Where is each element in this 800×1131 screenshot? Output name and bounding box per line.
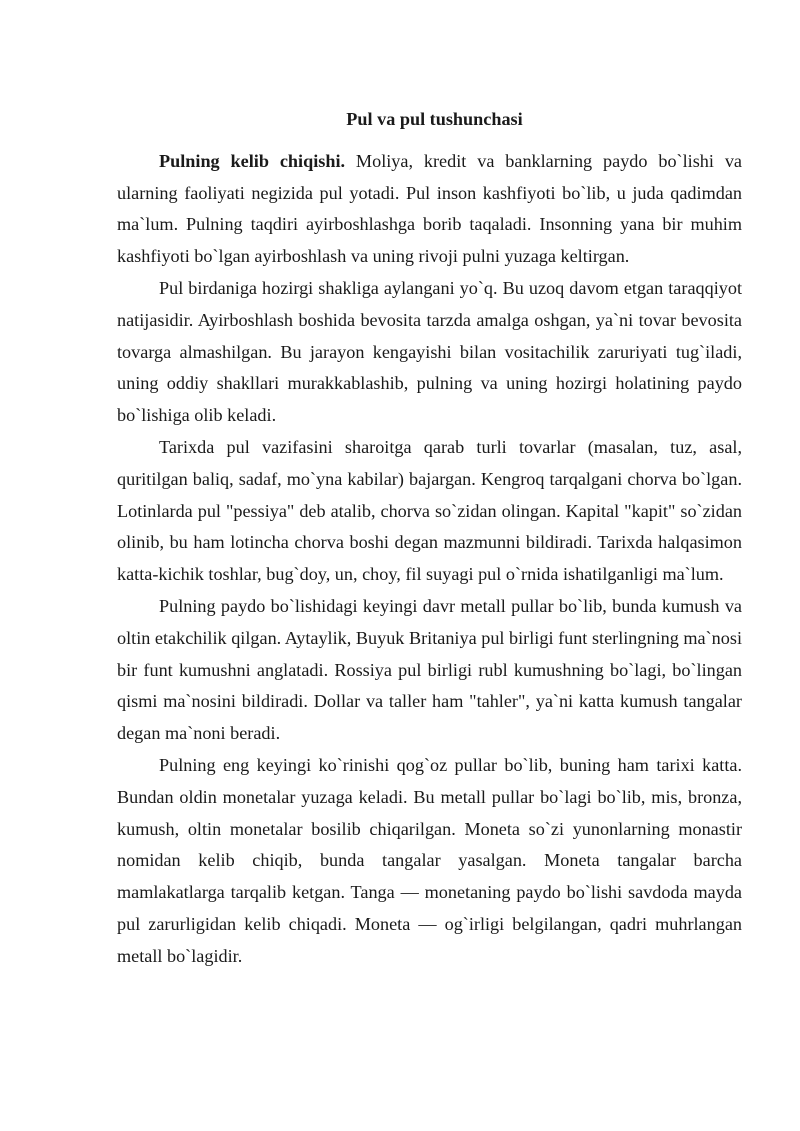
document-body bbox=[117, 104, 742, 973]
paragraph: Tarixda pul vazifasini sharoitga qarab turli tovarlar (masalan, tuz, asal, quritilgan baliq, sadaf, mo`yna kabilar) bajargan. Kengroq tarqalgani chorva bo`lgan. Lotinlarda pul "pessiya" deb atalib, chorva so`zidan olingan. Kapital "kapit" so`zidan olinib, bu ham lotincha chorva boshi degan mazmunni bildiradi. Tarixda halqasimon katta-kichik toshlar, bug`doy, un, choy, fil suyagi pul o`rnida ishatilganligi ma`lum. bbox=[117, 436, 742, 585]
paragraph: Pulning paydo bo`lishidagi keyingi davr metall pullar bo`lib, bunda kumush va oltin etakchilik qilgan. Aytaylik, Buyuk Britaniya pul birligi funt sterlingning ma`nosi bir funt kumushni anglatadi. Rossiya pul birligi rubl kumushning bo`lagi, bo`lingan qismi ma`nosini bildiradi. Dollar va taller ham "tahler", ya`ni katta kumush tangalar degan ma`noni beradi. bbox=[117, 595, 742, 744]
paragraph-intro bbox=[117, 146, 742, 273]
paragraph: Pulning eng keyingi ko`rinishi qog`oz pullar bo`lib, buning ham tarixi katta. Bundan oldin monetalar yuzaga keladi. Bu metall pullar bo`lagi bo`lib, mis, bronza, kumush, oltin monetalar bosilib chiqarilgan. Moneta so`zi yunonlarning monastir nomidan kelib chiqib, bunda tangalar yasalgan. Moneta tangalar barcha mamlakatlarga tarqalib ketgan. Tanga — monetaning paydo bo`lishi savdoda mayda pul zarurligidan kelib chiqadi. Moneta — og`irligi belgilangan, qadri muhrlangan metall bo`lagidir. bbox=[117, 754, 742, 966]
section-lead: Pulning kelib chiqishi. bbox=[159, 150, 346, 171]
paragraph: Pul birdaniga hozirgi shakliga aylangani yo`q. Bu uzoq davom etgan taraqqiyot natijasidir. Ayirboshlash boshida bevosita tarzda amalga oshgan, ya`ni tovar bevosita tovarga almashilgan. Bu jarayon kengayishi bilan vositachilik zaruriyati tug`iladi, uning oddiy shakllari murakkablashib, pulning va uning hozirgi holatining paydo bo`lishiga olib keladi. bbox=[117, 277, 742, 426]
paragraph-intro-text: Moliya, kredit va banklarning paydo bo`lishi va ularning faoliyati negizida pul yotadi. Pul inson kashfiyoti bo`lib, u juda qadimdan ma`lum. Pulning taqdiri ayirboshlashga borib taqaladi. Insonning yana bir muhim kashfiyoti bo`lgan ayirboshlash va uning rivoji pulni yuzaga keltirgan. bbox=[117, 150, 743, 267]
document-title: Pul va pul tushunchasi bbox=[346, 109, 523, 129]
